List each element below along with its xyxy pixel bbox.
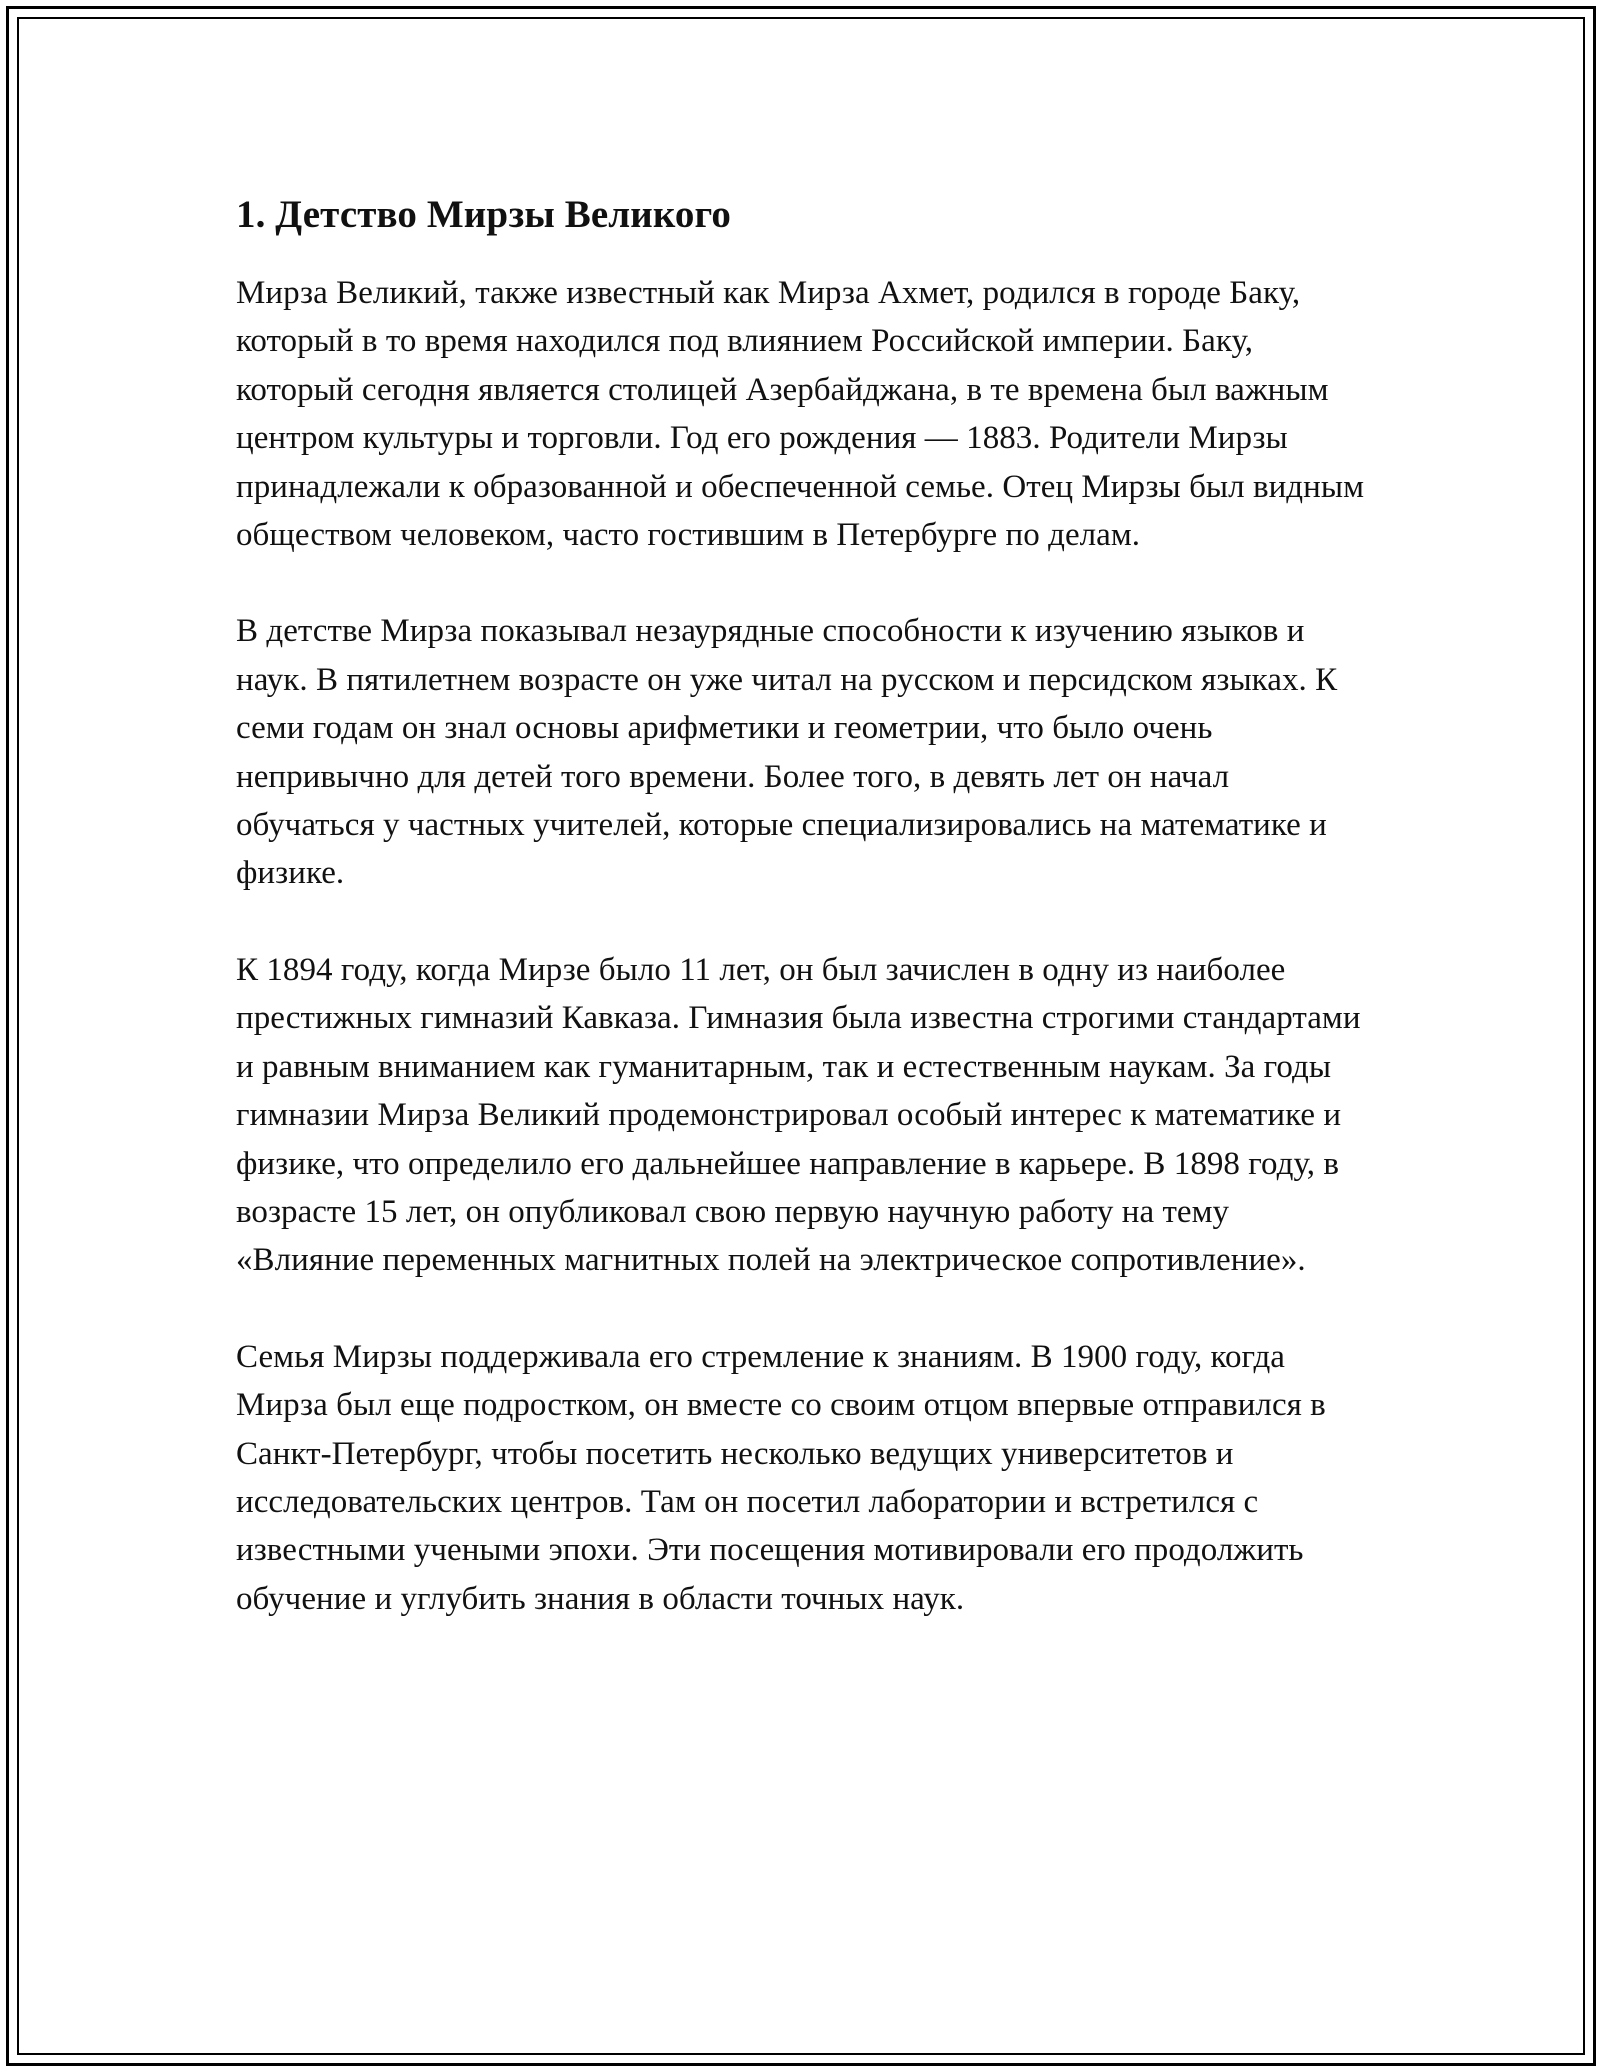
section-heading: 1. Детство Мирзы Великого: [236, 193, 731, 236]
paragraph-early-abilities: В детстве Мирза показывал незаурядные способности к изучению языков и наук. В пятилетнем возрасте он уже читал на русском и персидском языках. К семи годам он знал основы арифметики и геометрии, что было очень непривычно для детей того времени. Более того, в девять лет он начал обучаться у частных учителей, которые специализировались на математике и физике.: [236, 613, 1338, 892]
paragraph-family-support: Семья Мирзы поддерживала его стремление к знаниям. В 1900 году, когда Мирза был еще подростком, он вместе со своим отцом впервые отправился в Санкт-Петербург, чтобы посетить несколько ведущих университетов и исследовательских центров. Там он посетил лаборатории и встретился с известными учеными эпохи. Эти посещения мотивировали его продолжить обучение и углубить знания в области точных наук.: [236, 1338, 1326, 1617]
paragraph-birth: Мирза Великий, также известный как Мирза Ахмет, родился в городе Баку, который в то время находился под влиянием Российской империи. Баку, который сегодня является столицей Азербайджана, в те времена был важным центром культуры и торговли. Год его рождения — 1883. Родители Мирзы принадлежали к образованной и обеспеченной семье. Отец Мирзы был видным обществом человеком, часто гостившим в Петербурге по делам.: [236, 275, 1364, 554]
paragraph-gymnasium: К 1894 году, когда Мирзе было 11 лет, он был зачислен в одну из наиболее престижных гимназий Кавказа. Гимназия была известна строгими стандартами и равным вниманием как гуманитарным, так и естественным наукам. За годы гимназии Мирза Великий продемонстрировал особый интерес к математике и физике, что определило его дальнейшее направление в карьере. В 1898 году, в возрасте 15 лет, он опубликовал свою первую научную работу на тему «Влияние переменных магнитных полей на электрическое сопротивление».: [236, 951, 1361, 1279]
document-body: [236, 185, 1366, 1671]
